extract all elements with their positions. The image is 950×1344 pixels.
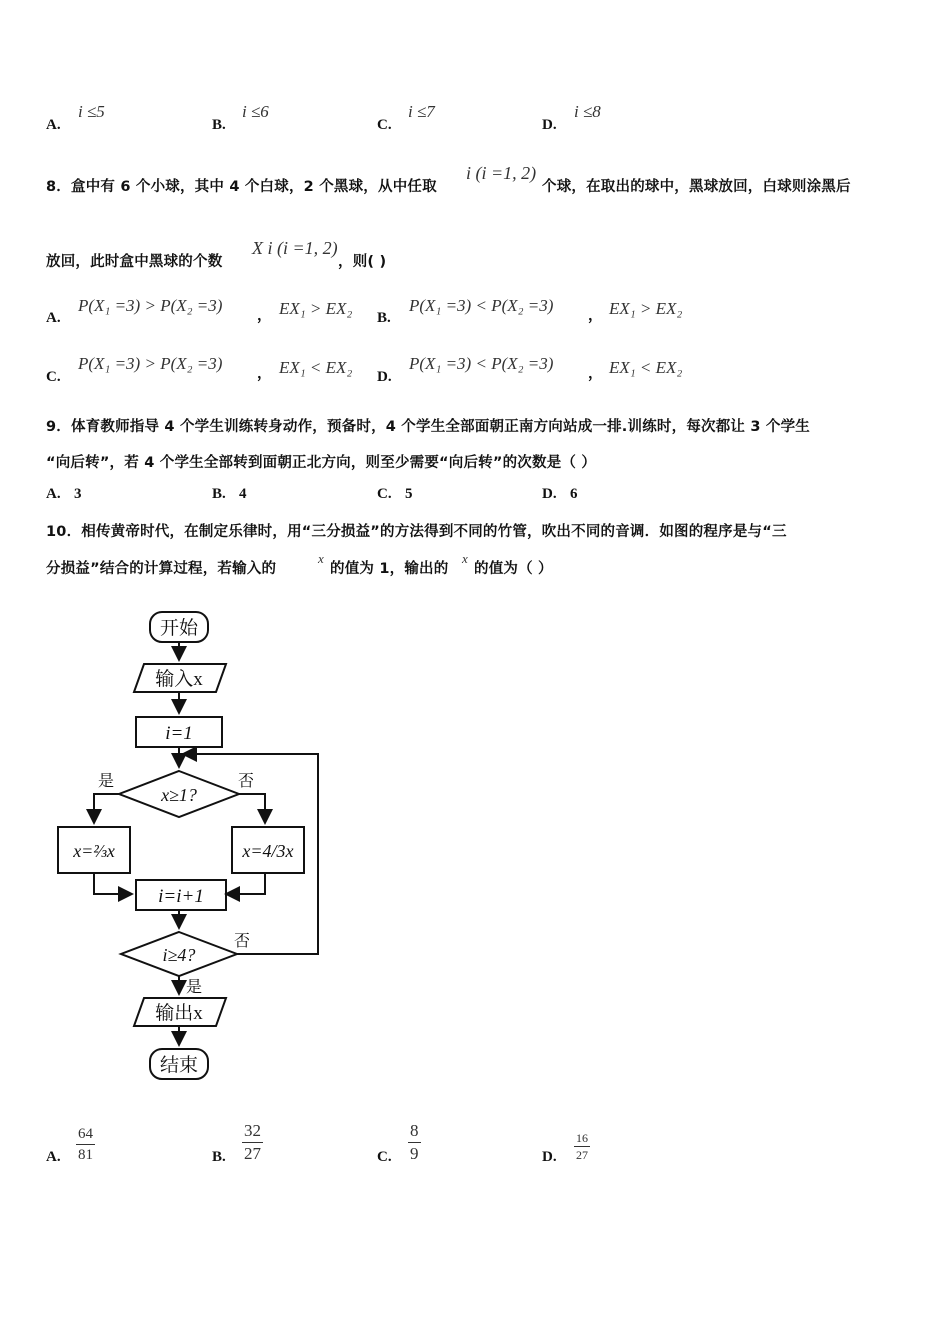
q10-option-c-label: C. <box>377 1149 392 1165</box>
q9-line1: 9．体育教师指导 4 个学生训练转身动作，预备时，4 个学生全部面朝正南方向站成一排.训练时，每次都让 3 个学生 <box>46 419 811 435</box>
q7-option-b-label: B. <box>212 117 226 133</box>
q10-line2-x2: x <box>462 551 468 566</box>
q10-option-a-num: 64 <box>76 1126 95 1145</box>
q8-line2-end: ，则( ) <box>338 254 387 270</box>
q8-option-a-sep: ， <box>257 308 272 324</box>
q8-option-c-sep: ， <box>257 366 272 382</box>
q8-option-b-label: B. <box>377 310 391 326</box>
init-label: i=1 <box>165 723 193 744</box>
q7-option-a-expr: i ≤5 <box>78 102 105 121</box>
q10-line1: 10．相传黄帝时代，在制定乐律时，用“三分损益”的方法得到不同的竹管，吹出不同的音调．如图的程序是与“三 <box>46 524 787 540</box>
q8-line2-start: 放回，此时盒中黑球的个数 <box>46 254 223 270</box>
input-label: 输入x <box>155 669 203 690</box>
q9-option-b-label: B. <box>212 486 226 502</box>
q8-option-d-sep: ， <box>588 366 603 382</box>
q7-option-c-expr: i ≤7 <box>408 102 435 121</box>
cond1-label: x≥1? <box>161 785 197 805</box>
q10-option-c-num: 8 <box>408 1122 421 1143</box>
q7-option-d-expr: i ≤8 <box>574 102 601 121</box>
q10-option-a-fraction <box>76 1126 95 1163</box>
q8-line1-math: i (i =1, 2) <box>466 163 537 183</box>
cond2-label: i≥4? <box>162 945 196 965</box>
q8-option-a-expr2: EX₁ > EX₂ <box>279 299 353 318</box>
q8-option-a-label: A. <box>46 310 61 326</box>
q8-line1-start: 8．盒中有 6 个小球，其中 4 个白球，2 个黑球，从中任取 <box>46 179 437 195</box>
end-label: 结束 <box>159 1055 199 1076</box>
q10-option-b-label: B. <box>212 1149 226 1165</box>
q8-option-b-sep: ， <box>588 308 603 324</box>
q9-option-c-label: C. <box>377 486 392 502</box>
q10-option-b-den: 27 <box>244 1143 261 1163</box>
q8-option-d-expr1: P(X₁ =3) < P(X₂ =3) <box>409 354 554 373</box>
q10-option-c-den: 9 <box>410 1143 419 1163</box>
no2-label: 否 <box>234 933 251 950</box>
q9-option-a-label: A. <box>46 486 61 502</box>
no1-label: 否 <box>238 773 255 790</box>
output-label: 输出x <box>155 1003 203 1024</box>
q10-option-a-den: 81 <box>78 1146 93 1163</box>
q7-option-a-label: A. <box>46 117 61 133</box>
q9-option-d-label: D. <box>542 486 557 502</box>
q10-option-d-num: 16 <box>574 1132 590 1147</box>
q7-option-d-label: D. <box>542 117 557 133</box>
q10-line2-end: 的值为（ ） <box>474 561 553 577</box>
q8-line2-math: X i (i =1, 2) <box>252 238 338 258</box>
q10-line2-mid: 的值为 1，输出的 <box>330 561 449 577</box>
start-label: 开始 <box>159 618 199 639</box>
q10-option-a-label: A. <box>46 1149 61 1165</box>
q8-option-b-expr1: P(X₁ =3) < P(X₂ =3) <box>409 296 554 315</box>
flowchart <box>40 600 340 1090</box>
q10-line2-start: 分损益”结合的计算过程，若输入的 <box>46 561 277 577</box>
q8-option-c-label: C. <box>46 369 61 385</box>
q10-option-d-fraction <box>574 1132 590 1162</box>
q8-option-b-expr2: EX₁ > EX₂ <box>609 299 683 318</box>
q10-option-d-label: D. <box>542 1149 557 1165</box>
q7-option-c-label: C. <box>377 117 392 133</box>
q9-option-c-value: 5 <box>405 486 413 502</box>
q9-option-b-value: 4 <box>239 486 247 502</box>
yes2-label: 是 <box>186 979 203 996</box>
q10-option-d-den: 27 <box>576 1148 588 1163</box>
q9-option-a-value: 3 <box>74 486 82 502</box>
q8-line1-end: 个球，在取出的球中，黑球放回，白球则涂黑后 <box>542 179 851 195</box>
q9-option-d-value: 6 <box>570 486 578 502</box>
q10-line2-x1: x <box>318 551 324 566</box>
q8-option-c-expr1: P(X₁ =3) > P(X₂ =3) <box>78 354 223 373</box>
q10-option-b-num: 32 <box>242 1122 263 1143</box>
q7-option-b-expr: i ≤6 <box>242 102 269 121</box>
q10-option-b-fraction <box>242 1122 263 1163</box>
incr-label: i=i+1 <box>158 886 204 907</box>
q8-option-d-expr2: EX₁ < EX₂ <box>609 358 683 377</box>
q10-option-c-fraction <box>408 1122 421 1163</box>
q8-option-d-label: D. <box>377 369 392 385</box>
q8-option-a-expr1: P(X₁ =3) > P(X₂ =3) <box>78 296 223 315</box>
left-update-label: x=⅔x <box>73 841 115 861</box>
q9-line2: “向后转”，若 4 个学生全部转到面朝正北方向，则至少需要“向后转”的次数是（ ） <box>46 455 597 471</box>
yes1-label: 是 <box>98 773 115 790</box>
q8-option-c-expr2: EX₁ < EX₂ <box>279 358 353 377</box>
right-update-label: x=4/3x <box>242 841 294 861</box>
